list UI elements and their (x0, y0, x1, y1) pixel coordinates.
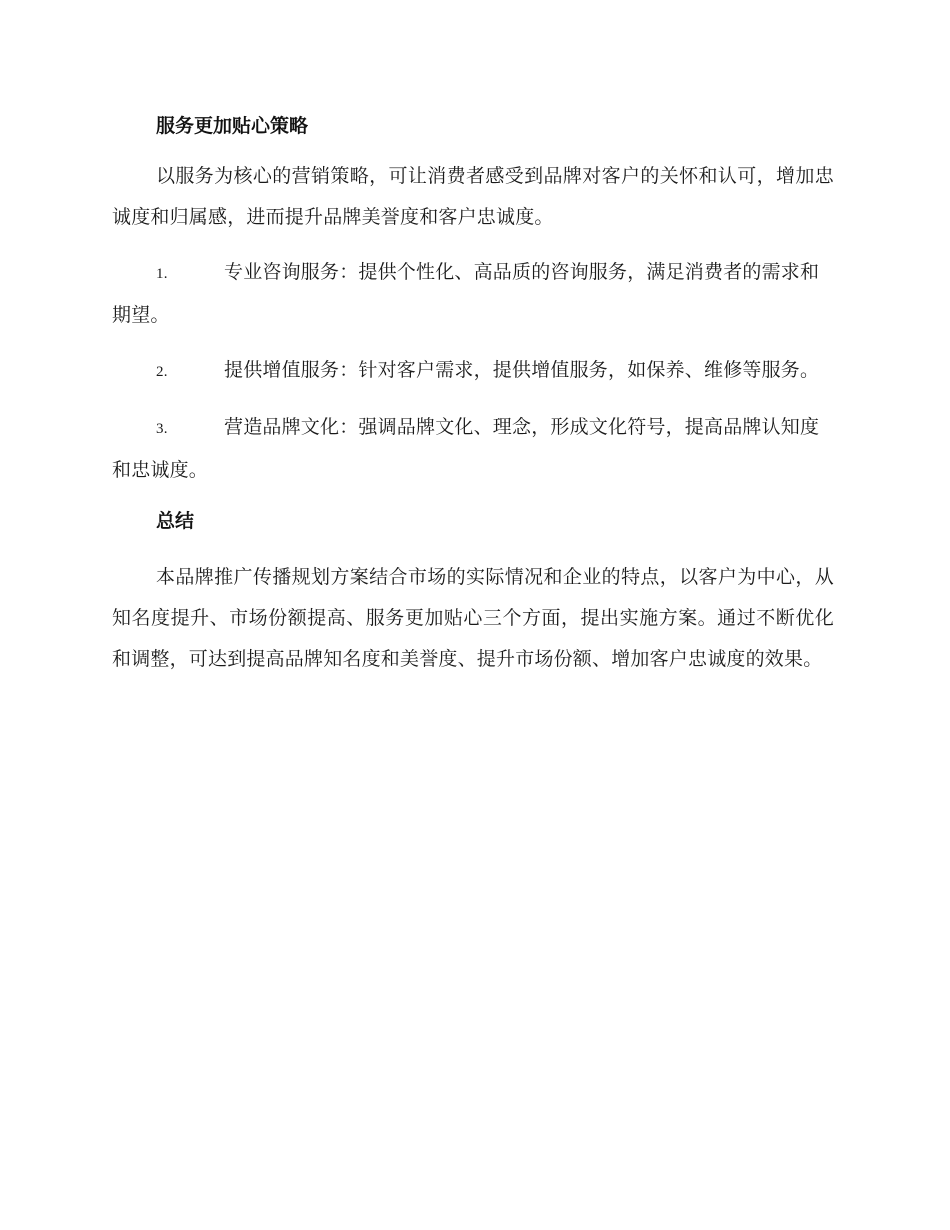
list-item-2 (112, 350, 834, 393)
list-item-3 (112, 407, 834, 491)
list-item-text: 营造品牌文化：强调品牌文化、理念，形成文化符号，提高品牌认知度和忠诚度。 (112, 416, 820, 481)
list-item-text: 提供增值服务：针对客户需求，提供增值服务，如保养、维修等服务。 (224, 359, 820, 381)
list-item-text: 专业咨询服务：提供个性化、高品质的咨询服务，满足消费者的需求和期望。 (112, 261, 820, 326)
document-page (112, 104, 834, 680)
service-intro-paragraph: 以服务为核心的营销策略，可让消费者感受到品牌对客户的关怀和认可，增加忠诚度和归属感，进而提升品牌美誉度和客户忠诚度。 (112, 165, 834, 228)
section-heading-service: 服务更加贴心策略 (156, 115, 309, 137)
summary-paragraph: 本品牌推广传播规划方案结合市场的实际情况和企业的特点，以客户为中心，从知名度提升、市场份额提高、服务更加贴心三个方面，提出实施方案。通过不断优化和调整，可达到提高品牌知名度和美誉度、提升市场份额、增加客户忠诚度的效果。 (112, 566, 834, 670)
list-number: 2. (156, 364, 168, 380)
list-item-1 (112, 252, 834, 336)
list-number: 3. (156, 421, 168, 437)
list-number: 1. (156, 266, 168, 282)
section-heading-summary: 总结 (156, 510, 195, 532)
